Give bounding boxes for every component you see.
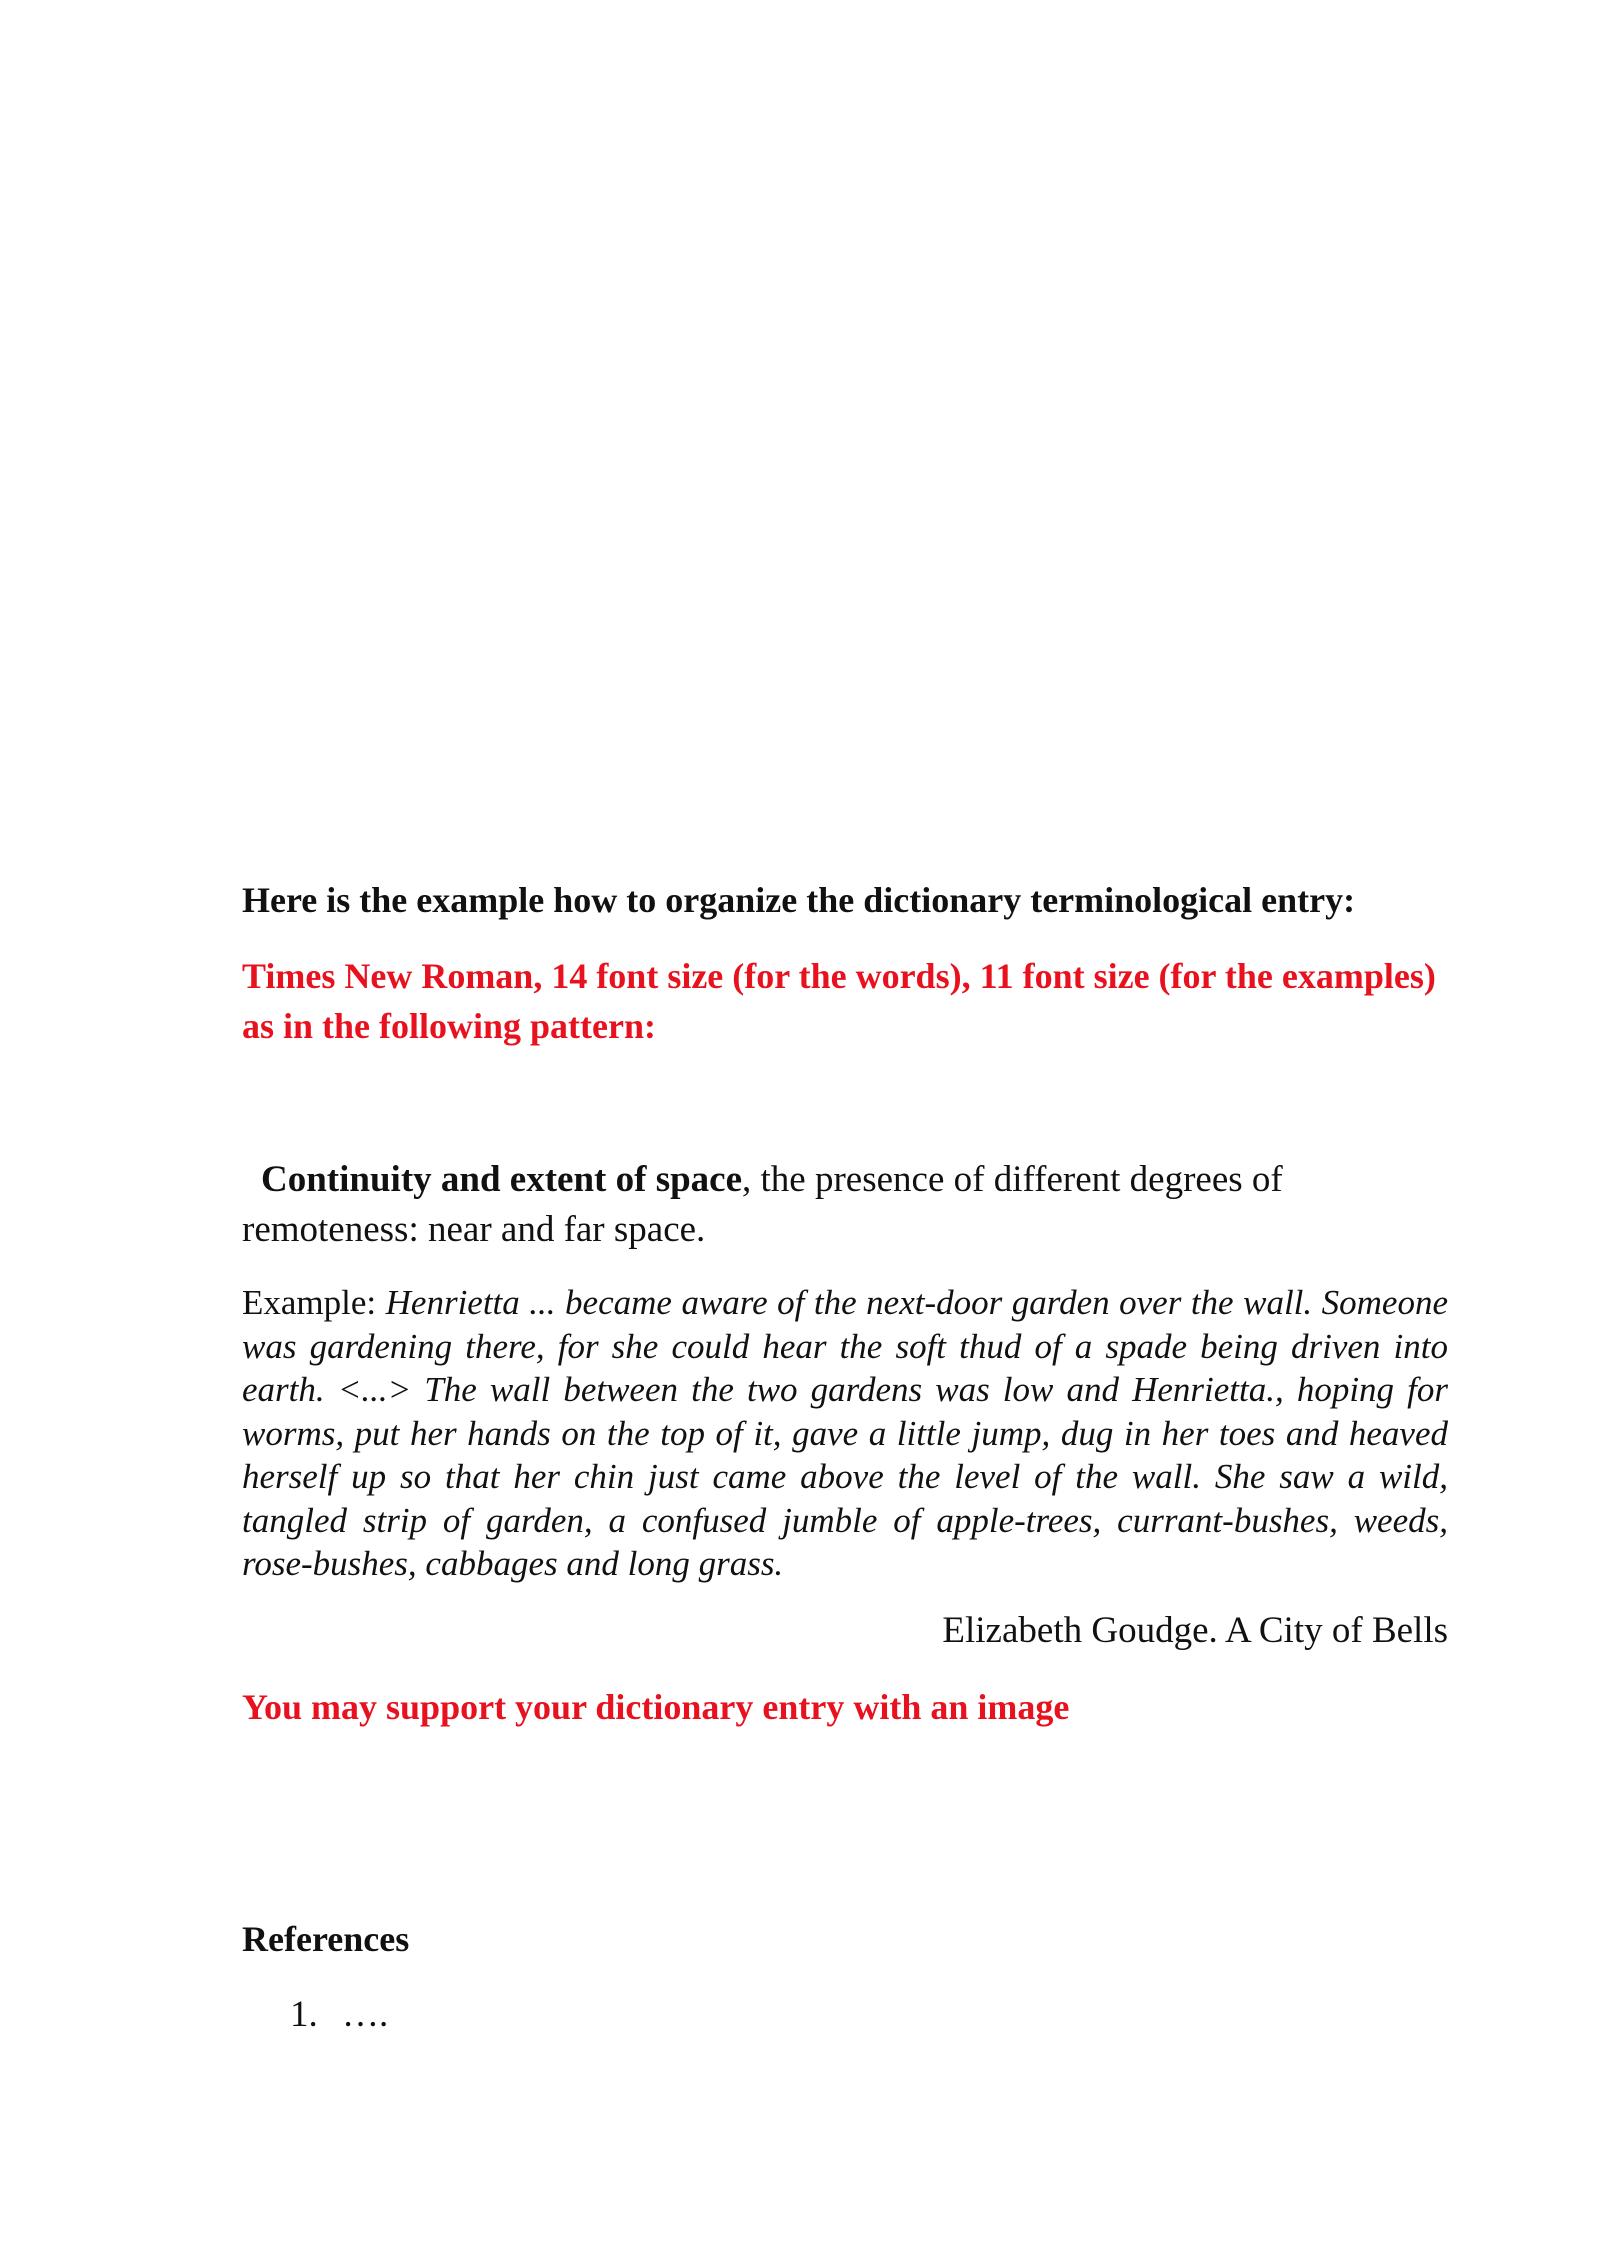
dictionary-entry	[242, 1155, 1448, 1255]
example-label: Example:	[242, 1283, 386, 1322]
example-quote: Henrietta ... became aware of the next-door garden over the wall. Someone was gardening there, for she could hear the soft thud of a spade being driven into earth. <...> The wall between the two gardens was low and Henrietta., hoping for worms, put her hands on the top of it, gave a little jump, dug in her toes and heaved herself up so that her chin just came above the level of the wall. She saw a wild, tangled strip of garden, a confused jumble of apple-trees, currant-bushes, weeds, rose-bushes, cabbages and long grass.	[242, 1283, 1448, 1583]
entry-term: Continuity and extent of space	[261, 1159, 743, 1200]
entry-example	[242, 1281, 1448, 1586]
reference-item	[242, 1990, 1448, 2040]
reference-number: 1.	[290, 1993, 318, 2035]
image-note: You may support your dictionary entry with an image	[242, 1686, 1070, 1727]
entry-definition: , the presence of different degrees of remoteness: near and far space.	[242, 1159, 1283, 1250]
instructions-heading: Here is the example how to organize the dictionary terminological entry:	[242, 880, 1356, 920]
references-list	[242, 1990, 1448, 2040]
example-source: Elizabeth Goudge. A City of Bells	[942, 1609, 1448, 1651]
reference-text: ….	[342, 1993, 389, 2035]
formatting-instruction: Times New Roman, 14 font size (for the words), 11 font size (for the examples) as in the following pattern:	[242, 956, 1436, 1046]
references-heading: References	[242, 1918, 410, 1959]
document-content	[242, 875, 1448, 2040]
